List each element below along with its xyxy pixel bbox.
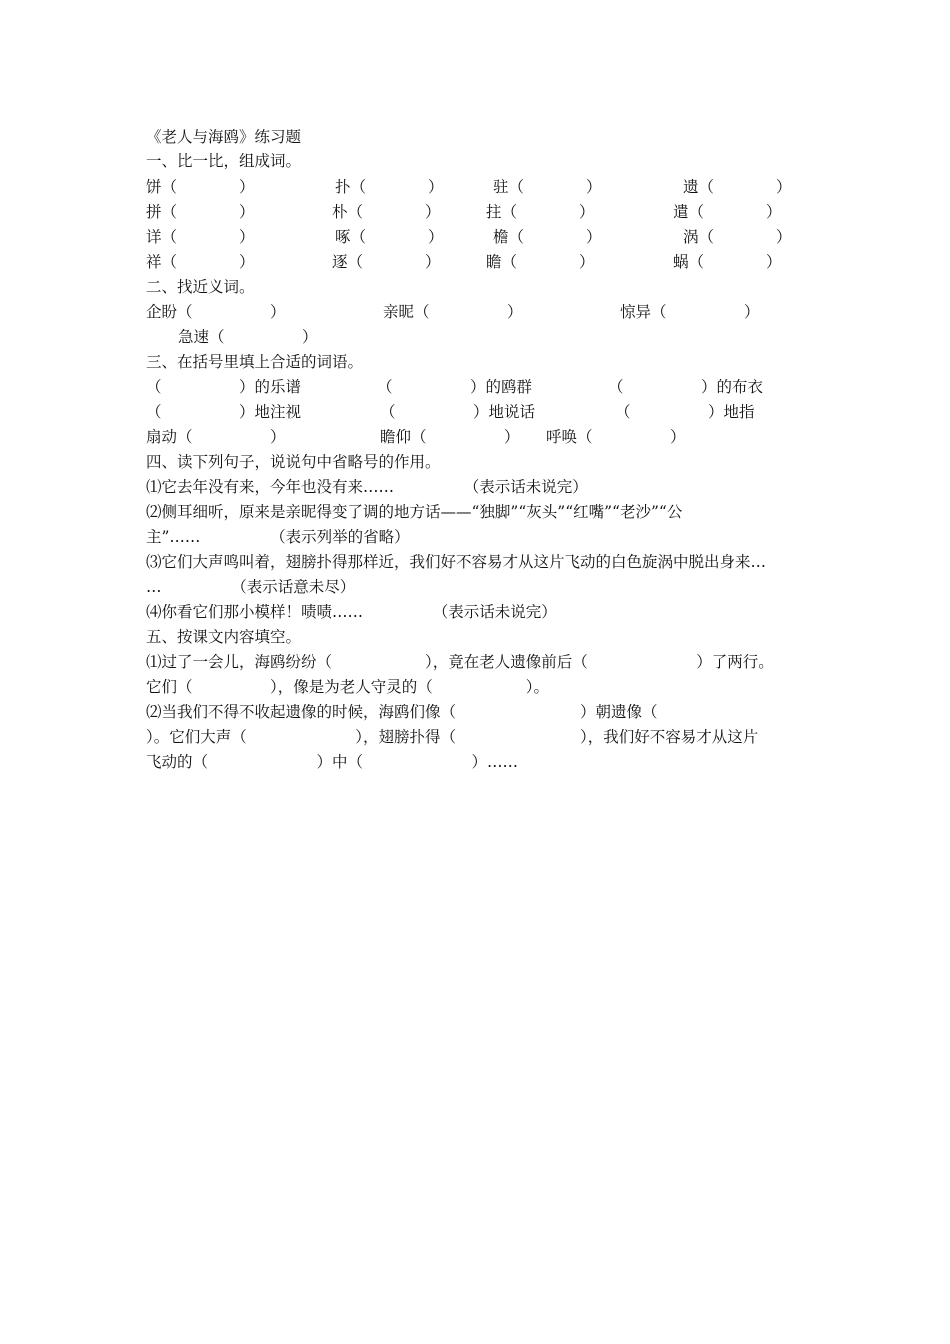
- section-2-heading: 二、找近义词。: [146, 278, 255, 296]
- fill-item: （ ）的乐谱: [146, 378, 302, 396]
- fill-item: （ ）地注视: [146, 403, 302, 421]
- passage-line: 它们（ ），像是为老人守灵的（ ）。: [146, 678, 550, 696]
- fill-item: 呼唤（ ）: [546, 428, 686, 446]
- sentence-line: ⑵侧耳细听，原来是亲昵得变了调的地方话——“独脚”“灰头”“红嘴”“老沙”“公: [146, 503, 683, 521]
- fill-item: 扇动（ ）: [146, 428, 286, 446]
- sentence-line: 主”…… （表示列举的省略）: [146, 528, 410, 546]
- passage-line: 飞动的（ ）中（ ）……: [146, 753, 519, 771]
- synonym-item: 惊异（ ）: [620, 303, 760, 321]
- sentence-line: ⑶它们大声鸣叫着，翅膀扑得那样近，我们好不容易才从这片飞动的白色旋涡中脱出身来…: [146, 553, 767, 571]
- section-4-heading: 四、读下列句子，说说句中省略号的作用。: [146, 453, 441, 471]
- fill-item: （ ）地说话: [380, 403, 536, 421]
- word-cell: 逐（ ）: [332, 253, 441, 271]
- word-cell: 祥（ ）: [146, 253, 255, 271]
- word-cell: 涡（ ）: [683, 228, 792, 246]
- passage-line: ）。它们大声（ ），翅膀扑得（ ），我们好不容易才从这片: [146, 728, 759, 746]
- word-cell: 瞻（ ）: [486, 253, 595, 271]
- word-cell: 详（ ）: [146, 228, 255, 246]
- fill-item: 瞻仰（ ）: [380, 428, 520, 446]
- sentence-line: … （表示话意未尽）: [146, 578, 356, 596]
- word-cell: 蜗（ ）: [673, 253, 782, 271]
- sentence-line: ⑴它去年没有来，今年也没有来…… （表示话未说完）: [146, 478, 588, 496]
- section-5-heading: 五、按课文内容填空。: [146, 628, 302, 646]
- word-cell: 朴（ ）: [332, 203, 441, 221]
- word-cell: 啄（ ）: [335, 228, 444, 246]
- fill-item: （ ）的布衣: [608, 378, 764, 396]
- synonym-item: 急速（ ）: [178, 328, 318, 346]
- sentence-line: ⑷你看它们那小模样！啧啧…… （表示话未说完）: [146, 603, 557, 621]
- section-1-heading: 一、比一比，组成词。: [146, 152, 302, 170]
- word-cell: 驻（ ）: [493, 178, 602, 196]
- word-cell: 拼（ ）: [146, 203, 255, 221]
- word-cell: 遣（ ）: [673, 203, 782, 221]
- page-title: 《老人与海鸥》练习题: [146, 128, 302, 146]
- word-cell: 檐（ ）: [493, 228, 602, 246]
- passage-line: ⑵当我们不得不收起遗像的时候，海鸥们像（ ）朝遗像（: [146, 703, 658, 721]
- section-3-heading: 三、在括号里填上合适的词语。: [146, 353, 364, 371]
- word-cell: 扑（ ）: [335, 178, 444, 196]
- fill-item: （ ）的鸥群: [377, 378, 533, 396]
- word-cell: 遗（ ）: [683, 178, 792, 196]
- word-cell: 拄（ ）: [486, 203, 595, 221]
- passage-line: ⑴过了一会儿，海鸥纷纷（ ），竟在老人遗像前后（ ）了两行。: [146, 653, 774, 671]
- fill-item: （ ）地指: [615, 403, 755, 421]
- synonym-item: 企盼（ ）: [146, 303, 286, 321]
- word-cell: 饼（ ）: [146, 178, 255, 196]
- synonym-item: 亲昵（ ）: [383, 303, 523, 321]
